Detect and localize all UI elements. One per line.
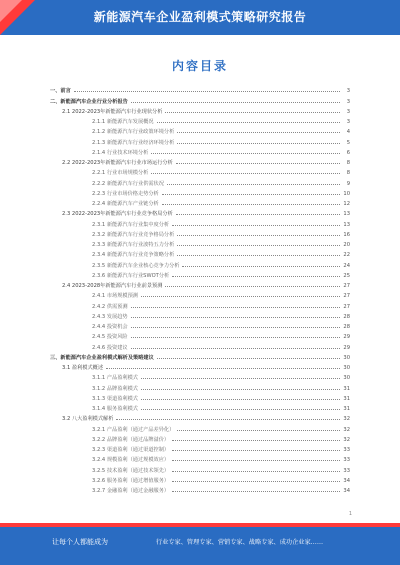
toc-entry-page: 3	[346, 108, 350, 115]
toc-entry-label: 2.3.2 新能源汽车行业竞争格局分析	[92, 231, 175, 238]
toc-entry-label: 2.4.2 供需预测	[92, 303, 128, 310]
toc-dot-leader	[106, 368, 340, 369]
toc-entry-page: 3	[346, 119, 350, 125]
toc-entry[interactable]	[50, 351, 350, 361]
toc-entry-label: 2.3.6 新能源汽车行业SWOT分析	[92, 272, 170, 279]
toc-entry-label: 3.2.3 渠道盈利（通过渠道控制）	[92, 447, 170, 453]
toc-entry[interactable]	[50, 371, 350, 381]
toc-entry[interactable]	[50, 443, 350, 453]
toc-entry[interactable]	[50, 269, 350, 279]
toc-dot-leader	[131, 317, 340, 318]
toc-dot-leader	[157, 358, 340, 359]
toc-entry[interactable]	[50, 105, 350, 115]
toc-dot-leader	[177, 430, 340, 431]
toc-entry-page: 28	[343, 313, 350, 320]
toc-dot-leader	[172, 225, 340, 226]
toc-dot-leader	[151, 153, 340, 154]
toc-entry-page: 25	[343, 272, 350, 279]
toc-entry-page: 32	[343, 436, 350, 443]
toc-entry-label: 2.2.2 新能源汽车行业供需状况	[92, 180, 164, 187]
toc-entry-page: 8	[346, 170, 350, 177]
toc-dot-leader	[172, 450, 340, 451]
header-banner	[0, 0, 400, 35]
toc-dot-leader	[172, 460, 340, 461]
toc-entry[interactable]	[50, 156, 350, 166]
toc-dot-leader	[176, 163, 340, 164]
toc-entry[interactable]	[50, 279, 350, 289]
toc-entry[interactable]	[50, 197, 350, 207]
toc-entry-label: 2.1.3 新能源汽车行业经济环境分析	[92, 139, 175, 146]
toc-dot-leader	[116, 419, 340, 420]
toc-dot-leader	[172, 276, 340, 277]
page-number: 1	[348, 511, 352, 517]
toc-entry-label: 3.2 八大盈利模式解析	[62, 416, 114, 423]
footer-tags: 行业专家、管理专家、营销专家、战略专家、成功企业家……	[156, 539, 324, 546]
toc-entry[interactable]	[50, 330, 350, 340]
toc-entry[interactable]	[50, 412, 350, 422]
toc-entry-page: 27	[343, 303, 350, 310]
toc-entry-page: 29	[343, 334, 350, 341]
table-of-contents	[50, 84, 350, 494]
toc-entry[interactable]	[50, 94, 350, 104]
toc-entry-page: 20	[343, 242, 350, 248]
toc-dot-leader	[176, 214, 340, 215]
toc-entry-label: 3.1.1 产品盈利模式	[92, 375, 138, 382]
toc-entry-label: 2.3.5 新能源汽车企业核心竞争力分析	[92, 262, 180, 269]
toc-entry[interactable]	[50, 258, 350, 268]
toc-entry-page: 12	[343, 201, 350, 207]
toc-entry-page: 33	[343, 447, 350, 453]
toc-dot-leader	[177, 245, 340, 246]
toc-entry[interactable]	[50, 217, 350, 227]
toc-dot-leader	[131, 307, 340, 308]
toc-entry-label: 2.4.3 发展趋势	[92, 313, 128, 320]
toc-entry[interactable]	[50, 176, 350, 186]
toc-entry[interactable]	[50, 135, 350, 145]
footer-slogan: 让每个人都能成为	[52, 538, 108, 546]
toc-entry[interactable]	[50, 340, 350, 350]
report-title: 新能源汽车企业盈利模式策略研究报告	[93, 10, 307, 24]
toc-dot-leader	[151, 173, 340, 174]
toc-entry[interactable]	[50, 84, 350, 94]
toc-dot-leader	[177, 235, 340, 236]
toc-entry-page: 29	[343, 344, 350, 351]
toc-entry-label: 2.4 2023-2028年新能源汽车行业前景预测	[62, 283, 163, 289]
toc-dot-leader	[162, 204, 340, 205]
toc-entry-label: 二、新能源汽车企业行业分析报告	[50, 98, 128, 105]
toc-entry[interactable]	[50, 433, 350, 443]
toc-entry-page: 27	[343, 283, 350, 289]
toc-entry-label: 2.4.6 投资建议	[92, 344, 128, 351]
toc-dot-leader	[162, 194, 340, 195]
toc-dot-leader	[172, 440, 340, 441]
toc-entry[interactable]	[50, 115, 350, 125]
toc-entry[interactable]	[50, 125, 350, 135]
toc-entry[interactable]	[50, 146, 350, 156]
toc-entry[interactable]	[50, 207, 350, 217]
toc-entry-label: 3.2.5 技术盈利（通过技术领先）	[92, 467, 170, 474]
toc-entry[interactable]	[50, 381, 350, 391]
toc-entry-page: 10	[343, 190, 350, 197]
toc-entry-label: 2.3 2022-2023年新能源汽车行业竞争格局分析	[62, 211, 173, 218]
toc-entry-page: 8	[346, 160, 350, 166]
toc-entry-label: 一、前言	[50, 88, 71, 95]
toc-entry-label: 2.4.5 投资风险	[92, 334, 128, 341]
toc-entry-page: 22	[343, 252, 350, 259]
toc-entry[interactable]	[50, 289, 350, 299]
toc-entry[interactable]	[50, 320, 350, 330]
toc-entry-label: 3.2.2 品牌盈利（通过品牌溢价）	[92, 436, 170, 443]
toc-entry[interactable]	[50, 392, 350, 402]
toc-dot-leader	[131, 348, 340, 349]
toc-entry-page: 13	[343, 221, 350, 228]
toc-entry-page: 5	[346, 139, 350, 146]
toc-entry[interactable]	[50, 228, 350, 238]
toc-entry[interactable]	[50, 299, 350, 309]
toc-entry-label: 2.3.4 新能源汽车行业竞争策略分析	[92, 252, 175, 259]
toc-entry-page: 31	[343, 406, 350, 412]
toc-entry-page: 3	[346, 98, 350, 105]
toc-entry[interactable]	[50, 187, 350, 197]
toc-entry-label: 2.1 2022-2023年新能源汽车行业现状分析	[62, 108, 163, 115]
toc-entry-page: 30	[343, 354, 350, 361]
toc-entry-page: 30	[343, 375, 350, 382]
toc-entry-label: 2.1.4 行业技术环境分析	[92, 149, 149, 156]
toc-dot-leader	[141, 296, 340, 297]
toc-dot-leader	[172, 471, 340, 472]
toc-entry-label: 2.1.2 新能源汽车行业政策环境分析	[92, 129, 175, 136]
toc-entry-label: 2.3.1 新能源汽车行业集中度分析	[92, 221, 170, 228]
toc-entry[interactable]	[50, 361, 350, 371]
toc-dot-leader	[177, 143, 340, 144]
toc-entry-label: 三、新能源汽车企业盈利模式解析及策略建议	[50, 354, 154, 361]
toc-entry-page: 24	[343, 262, 350, 269]
toc-entry[interactable]	[50, 484, 350, 494]
toc-dot-leader	[141, 409, 340, 410]
toc-dot-leader	[165, 286, 340, 287]
toc-entry-label: 2.4.1 市场规模预测	[92, 293, 138, 300]
toc-entry-page: 34	[343, 477, 350, 484]
toc-entry-page: 33	[343, 467, 350, 474]
toc-dot-leader	[131, 327, 340, 328]
toc-entry-page: 31	[343, 395, 350, 402]
toc-entry-label: 3.1.2 品牌盈利模式	[92, 385, 138, 392]
toc-dot-leader	[141, 399, 340, 400]
toc-entry[interactable]	[50, 166, 350, 176]
toc-entry-label: 3.2.1 产品盈利（通过产品差异化）	[92, 426, 175, 433]
toc-entry-label: 2.2.3 行业市场价格走势分析	[92, 190, 159, 197]
toc-entry-page: 31	[343, 385, 350, 392]
toc-entry[interactable]	[50, 474, 350, 484]
toc-entry-page: 28	[343, 324, 350, 330]
toc-entry-page: 32	[343, 426, 350, 433]
toc-entry-page: 33	[343, 457, 350, 464]
toc-entry-label: 2.1.1 新能源汽车发展概况	[92, 119, 154, 125]
toc-dot-leader	[141, 378, 340, 379]
toc-entry-page: 9	[346, 180, 350, 187]
toc-entry-page: 30	[343, 365, 350, 371]
toc-dot-leader	[131, 102, 340, 103]
toc-dot-leader	[141, 389, 340, 390]
toc-entry-label: 3.1 盈利模式概述	[62, 365, 104, 371]
toc-entry-label: 2.2.1 行业市场规模分析	[92, 170, 149, 177]
toc-dot-leader	[74, 91, 340, 92]
toc-entry-page: 13	[343, 211, 350, 218]
toc-entry-label: 2.3.3 新能源汽车行业波特五力分析	[92, 242, 175, 248]
toc-dot-leader	[172, 491, 340, 492]
toc-entry-page: 27	[343, 293, 350, 300]
toc-entry-page: 3	[346, 88, 350, 95]
toc-entry-label: 2.2.4 新能源汽车产业链分析	[92, 201, 159, 207]
toc-dot-leader	[131, 337, 340, 338]
toc-entry-page: 34	[343, 488, 350, 494]
toc-entry-page: 32	[343, 416, 350, 423]
toc-dot-leader	[165, 112, 340, 113]
toc-dot-leader	[172, 481, 340, 482]
toc-entry-label: 2.2 2022-2023年新能源汽车行业市场运行分析	[62, 160, 173, 166]
footer-red-stripe	[0, 523, 400, 527]
toc-dot-leader	[182, 266, 340, 267]
toc-entry-label: 3.2.4 规模盈利（通过规模效应）	[92, 457, 170, 464]
toc-entry-page: 16	[343, 231, 350, 238]
toc-entry-label: 2.4.4 投资机会	[92, 324, 128, 330]
toc-entry-label: 3.2.6 服务盈利（通过增值服务）	[92, 477, 170, 484]
toc-entry[interactable]	[50, 310, 350, 320]
toc-entry-page: 4	[346, 129, 350, 136]
toc-dot-leader	[157, 122, 340, 123]
toc-dot-leader	[177, 255, 340, 256]
toc-entry[interactable]	[50, 453, 350, 463]
toc-entry-label: 3.1.3 渠道盈利模式	[92, 395, 138, 402]
toc-entry[interactable]	[50, 402, 350, 412]
toc-dot-leader	[177, 132, 340, 133]
toc-entry-label: 3.2.7 金融盈利（通过金融服务）	[92, 488, 170, 494]
toc-entry[interactable]	[50, 238, 350, 248]
toc-entry-label: 3.1.4 服务盈利模式	[92, 406, 138, 412]
footer-banner	[0, 523, 400, 565]
toc-entry[interactable]	[50, 463, 350, 473]
toc-entry[interactable]	[50, 422, 350, 432]
toc-entry[interactable]	[50, 248, 350, 258]
toc-dot-leader	[167, 184, 340, 185]
toc-heading: 内容目录	[171, 59, 228, 73]
toc-entry-page: 6	[346, 149, 350, 156]
